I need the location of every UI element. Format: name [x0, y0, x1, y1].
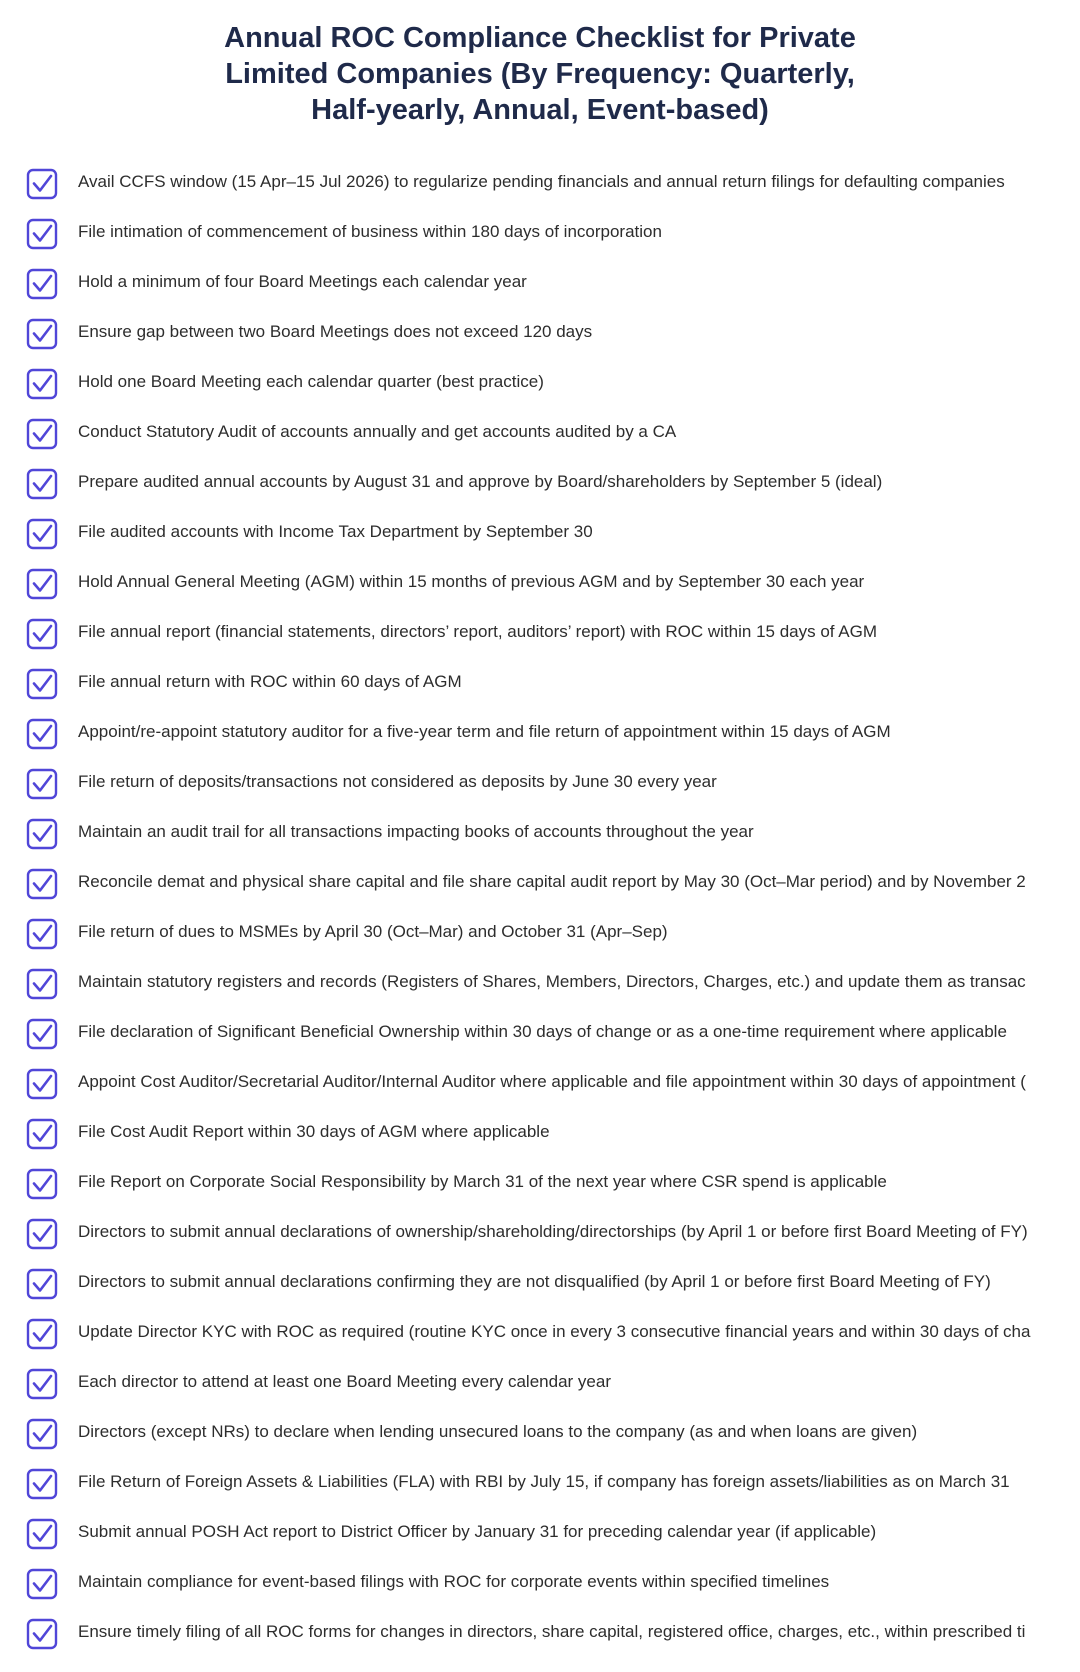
checklist-item: [0, 863, 1080, 913]
checklist-item-label: File audited accounts with Income Tax Department by September 30: [78, 522, 593, 541]
checklist-item: [0, 1313, 1080, 1363]
check-square-icon[interactable]: [26, 1568, 58, 1600]
checklist-item-label: Prepare audited annual accounts by August 31 and approve by Board/shareholders by September 5 (ideal): [78, 472, 883, 491]
checklist-item: [0, 263, 1080, 313]
check-square-icon[interactable]: [26, 968, 58, 1000]
checklist-item: [0, 463, 1080, 513]
check-square-icon[interactable]: [26, 418, 58, 450]
checklist-item-label: Maintain an audit trail for all transactions impacting books of accounts throughout the year: [78, 822, 754, 841]
check-square-icon[interactable]: [26, 268, 58, 300]
check-square-icon[interactable]: [26, 1618, 58, 1650]
checklist-item-label: Hold Annual General Meeting (AGM) within 15 months of previous AGM and by September 30 each year: [78, 572, 865, 591]
checklist-item: [0, 1513, 1080, 1563]
checklist-item-label: Each director to attend at least one Board Meeting every calendar year: [78, 1372, 611, 1391]
check-square-icon[interactable]: [26, 768, 58, 800]
checklist-item-label: Ensure timely filing of all ROC forms for changes in directors, share capital, registered office, charges, etc., within prescribed ti: [78, 1622, 1026, 1641]
page-title-line: Limited Companies (By Frequency: Quarterly,: [225, 58, 855, 90]
check-square-icon[interactable]: [26, 668, 58, 700]
checklist-item: [0, 963, 1080, 1013]
check-square-icon[interactable]: [26, 1468, 58, 1500]
checklist-item-label: Appoint/re-appoint statutory auditor for a five-year term and file return of appointment within 15 days of AGM: [78, 722, 891, 741]
check-square-icon[interactable]: [26, 318, 58, 350]
checklist-item-label: Hold one Board Meeting each calendar quarter (best practice): [78, 372, 544, 391]
checklist-item-label: File return of deposits/transactions not considered as deposits by June 30 every year: [78, 772, 717, 791]
checklist-item: [0, 1563, 1080, 1613]
checklist-item: [0, 1413, 1080, 1463]
checklist-item: [0, 363, 1080, 413]
checklist-item: [0, 1463, 1080, 1513]
check-square-icon[interactable]: [26, 1418, 58, 1450]
checklist-item-label: Update Director KYC with ROC as required (routine KYC once in every 3 consecutive financial years and within 30 days of cha: [78, 1322, 1031, 1341]
check-square-icon[interactable]: [26, 618, 58, 650]
checklist-item: [0, 1363, 1080, 1413]
checklist-item: [0, 1613, 1080, 1663]
checklist-item: [0, 763, 1080, 813]
check-square-icon[interactable]: [26, 1068, 58, 1100]
checklist-item-label: Maintain statutory registers and records (Registers of Shares, Members, Directors, Charges, etc.) and update them as transac: [78, 972, 1026, 991]
checklist-item-label: Reconcile demat and physical share capital and file share capital audit report by May 30 (Oct–Mar period) and by November 2: [78, 872, 1026, 891]
checklist-item-label: File intimation of commencement of business within 180 days of incorporation: [78, 222, 662, 241]
check-square-icon[interactable]: [26, 218, 58, 250]
checklist-item: [0, 413, 1080, 463]
checklist-item: [0, 563, 1080, 613]
checklist-item-label: File return of dues to MSMEs by April 30 (Oct–Mar) and October 31 (Apr–Sep): [78, 922, 668, 941]
checklist-item-label: Directors to submit annual declarations of ownership/shareholding/directorships (by April 1 or before first Board Meeting of FY): [78, 1222, 1028, 1241]
check-square-icon[interactable]: [26, 1368, 58, 1400]
check-square-icon[interactable]: [26, 818, 58, 850]
check-square-icon[interactable]: [26, 368, 58, 400]
page-title-line: Half-yearly, Annual, Event-based): [311, 94, 769, 126]
page-title: [0, 20, 1080, 128]
check-square-icon[interactable]: [26, 468, 58, 500]
checklist-item-label: Maintain compliance for event-based filings with ROC for corporate events within specified timelines: [78, 1572, 830, 1591]
check-square-icon[interactable]: [26, 518, 58, 550]
checklist-item: [0, 913, 1080, 963]
checklist-item-label: Appoint Cost Auditor/Secretarial Auditor/Internal Auditor where applicable and file appointment within 30 days of appointment (: [78, 1072, 1026, 1091]
page-title-line: Annual ROC Compliance Checklist for Private: [224, 22, 856, 54]
compliance-checklist: [0, 163, 1080, 1663]
checklist-item: [0, 1213, 1080, 1263]
checklist-item: [0, 813, 1080, 863]
checklist-item: [0, 713, 1080, 763]
checklist-item: [0, 1163, 1080, 1213]
check-square-icon[interactable]: [26, 1218, 58, 1250]
check-square-icon[interactable]: [26, 918, 58, 950]
checklist-item: [0, 513, 1080, 563]
checklist-item-label: File Cost Audit Report within 30 days of AGM where applicable: [78, 1122, 550, 1141]
checklist-item-label: File Return of Foreign Assets & Liabilities (FLA) with RBI by July 15, if company has foreign assets/liabilities as on March 31: [78, 1472, 1010, 1491]
checklist-item: [0, 1113, 1080, 1163]
check-square-icon[interactable]: [26, 1268, 58, 1300]
check-square-icon[interactable]: [26, 568, 58, 600]
checklist-item: [0, 663, 1080, 713]
checklist-item-label: Conduct Statutory Audit of accounts annually and get accounts audited by a CA: [78, 422, 677, 441]
checklist-item-label: Ensure gap between two Board Meetings does not exceed 120 days: [78, 322, 593, 341]
checklist-item-label: Directors (except NRs) to declare when lending unsecured loans to the company (as and when loans are given): [78, 1422, 918, 1441]
checklist-item: [0, 213, 1080, 263]
checklist-item: [0, 1263, 1080, 1313]
check-square-icon[interactable]: [26, 1118, 58, 1150]
check-square-icon[interactable]: [26, 1518, 58, 1550]
checklist-item-label: File Report on Corporate Social Responsibility by March 31 of the next year where CSR spend is applicable: [78, 1172, 887, 1191]
check-square-icon[interactable]: [26, 718, 58, 750]
checklist-item-label: File annual return with ROC within 60 days of AGM: [78, 672, 462, 691]
checklist-item: [0, 1013, 1080, 1063]
checklist-item-label: Hold a minimum of four Board Meetings each calendar year: [78, 272, 527, 291]
checklist-item: [0, 313, 1080, 363]
checklist-item: [0, 1063, 1080, 1113]
checklist-item-label: Submit annual POSH Act report to District Officer by January 31 for preceding calendar year (if applicable): [78, 1522, 877, 1541]
check-square-icon[interactable]: [26, 868, 58, 900]
checklist-item: [0, 163, 1080, 213]
checklist-item-label: File annual report (financial statements, directors’ report, auditors’ report) with ROC within 15 days of AGM: [78, 622, 878, 641]
checklist-item-label: File declaration of Significant Beneficial Ownership within 30 days of change or as a one-time requirement where applicable: [78, 1022, 1007, 1041]
check-square-icon[interactable]: [26, 1018, 58, 1050]
check-square-icon[interactable]: [26, 168, 58, 200]
check-square-icon[interactable]: [26, 1168, 58, 1200]
check-square-icon[interactable]: [26, 1318, 58, 1350]
checklist-item-label: Directors to submit annual declarations confirming they are not disqualified (by April 1 or before first Board Meeting of FY): [78, 1272, 991, 1291]
checklist-item-label: Avail CCFS window (15 Apr–15 Jul 2026) to regularize pending financials and annual return filings for defaulting companies: [78, 172, 1005, 191]
checklist-item: [0, 613, 1080, 663]
